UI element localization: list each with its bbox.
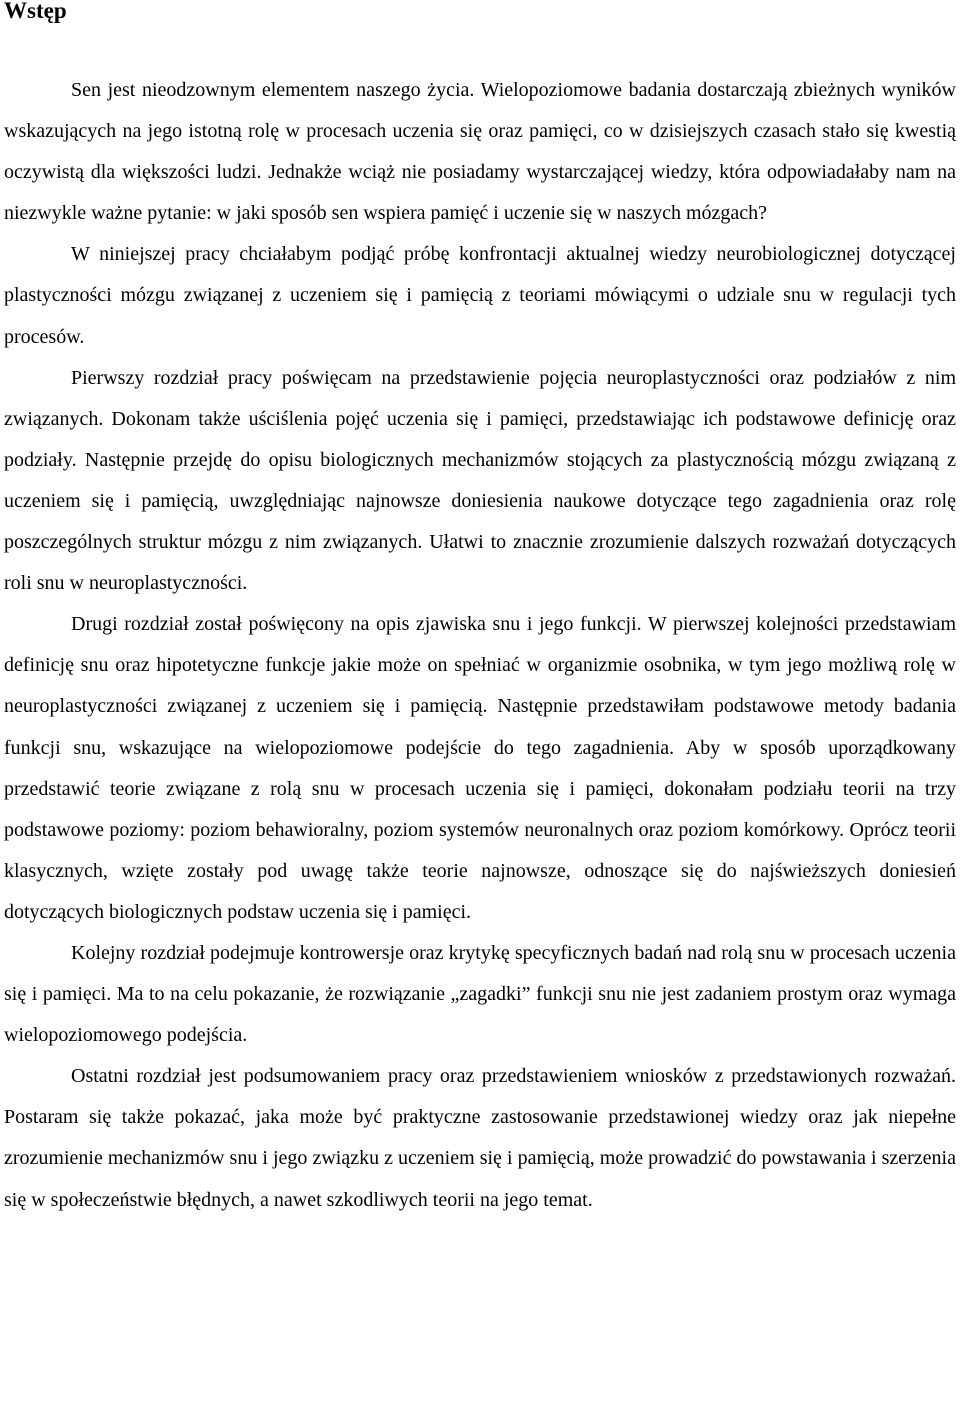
body-text <box>4 70 956 1221</box>
section-heading: Wstęp <box>4 0 67 23</box>
paragraph-6: Ostatni rozdział jest podsumowaniem pracy oraz przedstawieniem wniosków z przedstawionych rozważań. Postaram się także pokazać, jaka może być praktyczne zastosowanie przedstawionej wiedzy oraz jak niepełne zrozumienie mechanizmów snu i jego związku z uczeniem się i pamięcią, może prowadzić do powstawania i szerzenia się w społeczeństwie błędnych, a nawet szkodliwych teorii na jego temat. <box>4 1065 956 1211</box>
paragraph-2: W niniejszej pracy chciałabym podjąć próbę konfrontacji aktualnej wiedzy neurobiologicznej dotyczącej plastyczności mózgu związanej z uczeniem się i pamięcią z teoriami mówiącymi o udziale snu w regulacji tych procesów. <box>4 243 956 348</box>
paragraph-1: Sen jest nieodzownym elementem naszego życia. Wielopoziomowe badania dostarczają zbieżnych wyników wskazujących na jego istotną rolę w procesach uczenia się oraz pamięci, co w dzisiejszych czasach stało się kwestią oczywistą dla większości ludzi. Jednakże wciąż nie posiadamy wystarczającej wiedzy, która odpowiadałaby nam na niezwykle ważne pytanie: w jaki sposób sen wspiera pamięć i uczenie się w naszych mózgach? <box>4 79 956 225</box>
paragraph-5: Kolejny rozdział podejmuje kontrowersje oraz krytykę specyficznych badań nad rolą snu w procesach uczenia się i pamięci. Ma to na celu pokazanie, że rozwiązanie „zagadki” funkcji snu nie jest zadaniem prostym oraz wymaga wielopoziomowego podejścia. <box>4 941 956 1047</box>
paragraph-3: Pierwszy rozdział pracy poświęcam na przedstawienie pojęcia neuroplastyczności oraz podziałów z nim związanych. Dokonam także uściślenia pojęć uczenia się i pamięci, przedstawiając ich podstawowe definicję oraz podziały. Następnie przejdę do opisu biologicznych mechanizmów stojących za plastycznością mózgu związaną z uczeniem się i pamięcią, uwzględniając najnowsze doniesienia naukowe dotyczące tego zagadnienia oraz rolę poszczególnych struktur mózgu z nim związanych. Ułatwi to znacznie zrozumienie dalszych rozważań dotyczących roli snu w neuroplastyczności. <box>4 366 956 595</box>
paragraph-4: Drugi rozdział został poświęcony na opis zjawiska snu i jego funkcji. W pierwszej kolejności przedstawiam definicję snu oraz hipotetyczne funkcje jakie może on spełniać w organizmie osobnika, w tym jego możliwą rolę w neuroplastyczności związanej z uczeniem się i pamięcią. Następnie przedstawiłam podstawowe metody badania funkcji snu, wskazujące na wielopoziomowe podejście do tego zagadnienia. Aby w sposób uporządkowany przedstawić teorie związane z rolą snu w procesach uczenia się i pamięci, dokonałam podziału teorii na trzy podstawowe poziomy: poziom behawioralny, poziom systemów neuronalnych oraz poziom komórkowy. Oprócz teorii klasycznych, wzięte zostały pod uwagę także teorie najnowsze, odnoszące się do najświeższych doniesień dotyczących biologicznych podstaw uczenia się i pamięci. <box>4 613 956 923</box>
